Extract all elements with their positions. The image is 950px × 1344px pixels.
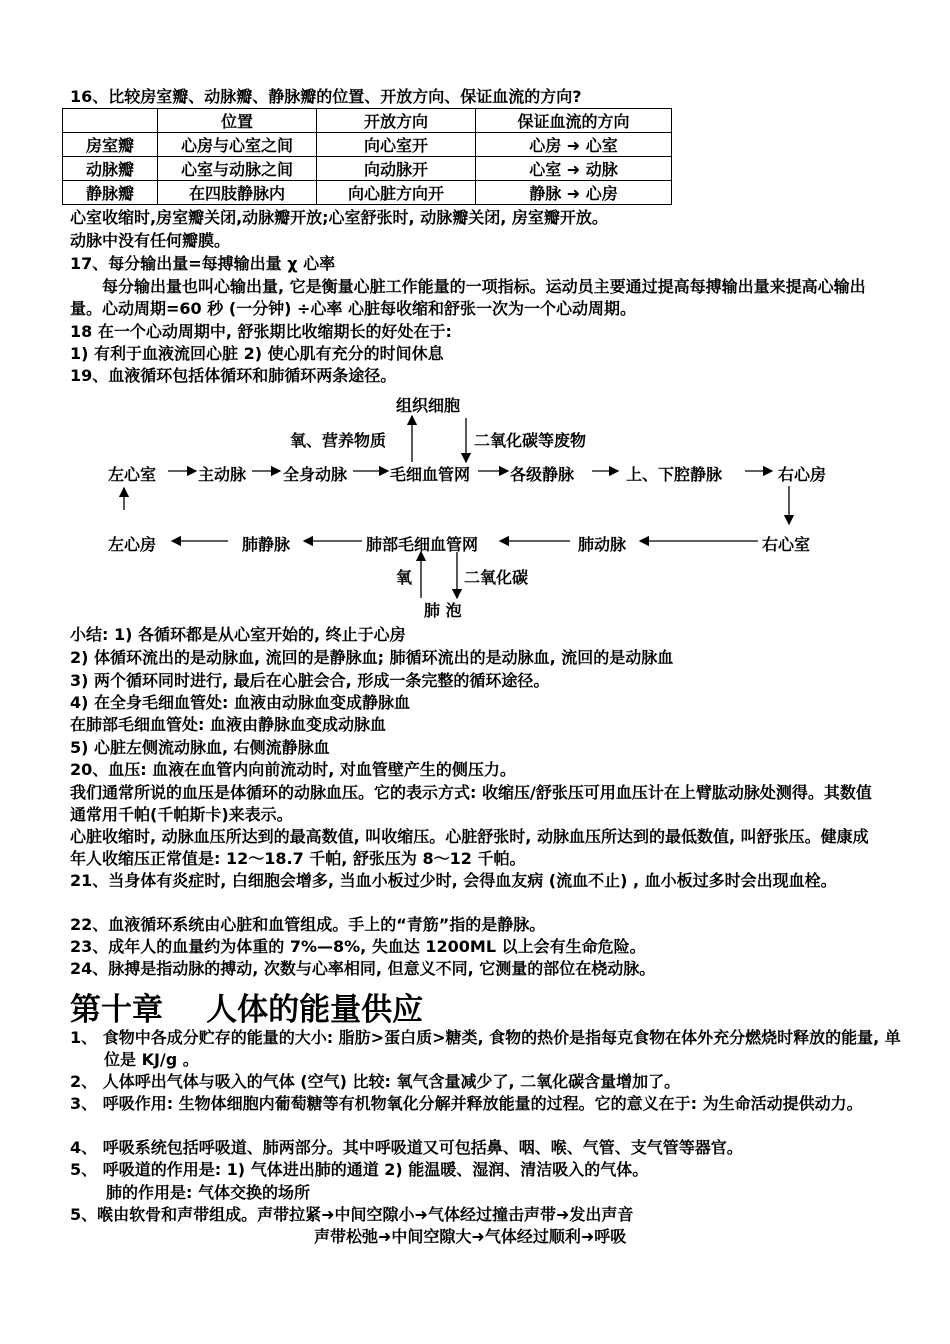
table-cell: 房室瓣 [63,133,158,157]
ch10-item-3: 3、 呼吸作用: 生物体细胞内葡萄糖等有机物氧化分解并释放能量的过程。它的意义在于: 为生命活动提供动力。 [70,1094,863,1113]
q19-title: 19、血液循环包括体循环和肺循环两条途径。 [70,366,397,385]
q16-note2: 动脉中没有任何瓣膜。 [70,231,231,250]
node-left-atrium: 左心房 [108,535,157,554]
q22: 22、血液循环系统由心脏和血管组成。手上的“青筋”指的是静脉。 [70,915,546,934]
q18-title: 18 在一个心动周期中, 舒张期比收缩期长的好处在于: [70,322,452,341]
node-systemic-arteries: 全身动脉 [283,465,348,484]
label-co2: 二氧化碳 [464,568,529,587]
table-cell: 在四肢静脉内 [158,181,317,205]
ch10-item-5c: 5、喉由软骨和声带组成。声带拉紧➜中间空隙小➜气体经过撞击声带➜发出声音 [70,1205,634,1224]
summary-line: 5) 心脏左侧流动脉血, 右侧流静脉血 [70,738,330,757]
table-cell: 静脉瓣 [63,181,158,205]
summary-line: 4) 在全身毛细血管处: 血液由动脉血变成静脉血 [70,693,410,712]
table-cell: 向心室开 [317,133,476,157]
node-veins: 各级静脉 [510,465,575,484]
chapter-title: 第十章 人体的能量供应 [70,992,424,1028]
ch10-item-1: 1、 食物中各成分贮存的能量的大小: 脂肪>蛋白质>糖类, 食物的热价是指每克食物在体外充分燃烧时释放的能量, 单位是 KJ/g 。 [70,1028,901,1069]
table-header: 位置 [158,109,317,133]
ch10-item-5a: 5、 呼吸道的作用是: 1) 气体进出肺的通道 2) 能温暖、湿润、清洁吸入的气体。 [70,1160,649,1179]
label-waste: 二氧化碳等废物 [474,431,587,450]
table-cell: 心室与动脉之间 [158,157,317,181]
q16-note1: 心室收缩时,房室瓣关闭,动脉瓣开放;心室舒张时, 动脉瓣关闭, 房室瓣开放。 [70,208,608,227]
table-cell: 静脉 ➜ 心房 [476,181,672,205]
q20-p2: 心脏收缩时, 动脉血压所达到的最高数值, 叫收缩压。心脏舒张时, 动脉血压所达到的最低数值, 叫舒张压。健康成年人收缩压正常值是: 12～18.7 千帕, 舒张压为 8～12 千帕。 [70,827,869,868]
q20-p1: 我们通常所说的血压是体循环的动脉血压。它的表示方式: 收缩压/舒张压可用血压计在上臂肱动脉处测得。其数值通常用千帕(千帕斯卡)来表示。 [70,783,872,824]
summary-line: 小结: 1) 各循环都是从心室开始的, 终止于心房 [70,625,406,644]
q16-title: 16、比较房室瓣、动脉瓣、静脉瓣的位置、开放方向、保证血流的方向? [70,87,582,106]
node-pulmonary-artery: 肺动脉 [578,535,627,554]
ch10-item-4: 4、 呼吸系统包括呼吸道、肺两部分。其中呼吸道又可包括鼻、咽、喉、气管、支气管等器官。 [70,1138,743,1157]
node-left-ventricle: 左心室 [108,465,157,484]
q20-title: 20、血压: 血液在血管内向前流动时, 对血管壁产生的侧压力。 [70,760,516,779]
table-cell: 向心脏方向开 [317,181,476,205]
ch10-item-5b: 肺的作用是: 气体交换的场所 [106,1183,310,1202]
table-header: 开放方向 [317,109,476,133]
table-cell: 向动脉开 [317,157,476,181]
ch10-item-5d: 声带松弛➜中间空隙大➜气体经过顺利➜呼吸 [314,1227,627,1246]
node-pulmonary-capillaries: 肺部毛细血管网 [366,535,479,554]
q18-item: 1) 有利于血液流回心脏 2) 使心肌有充分的时间休息 [70,344,444,363]
summary-line: 2) 体循环流出的是动脉血, 流回的是静脉血; 肺循环流出的是动脉血, 流回的是动脉血 [70,648,674,667]
label-oxygen: 氧 [396,568,413,587]
q24: 24、脉搏是指动脉的搏动, 次数与心率相同, 但意义不同, 它测量的部位在桡动脉。 [70,959,656,978]
node-aorta: 主动脉 [198,465,247,484]
summary-line: 在肺部毛细血管处: 血液由静脉血变成动脉血 [70,715,386,734]
label-alveoli: 肺 泡 [424,601,462,620]
q17-title: 17、每分输出量=每搏输出量 χ 心率 [70,254,336,273]
node-right-atrium: 右心房 [778,465,827,484]
node-vena-cava: 上、下腔静脉 [626,465,723,484]
label-tissue-cells: 组织细胞 [396,396,461,415]
table-cell: 心房 ➜ 心室 [476,133,672,157]
node-pulmonary-veins: 肺静脉 [242,535,291,554]
q21: 21、当身体有炎症时, 白细胞会增多, 当血小板过少时, 会得血友病 (流血不止) , 血小板过多时会出现血栓。 [70,871,837,890]
ch10-item-2: 2、 人体呼出气体与吸入的气体 (空气) 比较: 氧气含量减少了, 二氧化碳含量增加了。 [70,1072,681,1091]
node-capillaries: 毛细血管网 [390,465,471,484]
q23: 23、成年人的血量约为体重的 7%—8%, 失血达 1200ML 以上会有生命危险。 [70,937,646,956]
table-cell: 心室 ➜ 动脉 [476,157,672,181]
summary-line: 3) 两个循环同时进行, 最后在心脏会合, 形成一条完整的循环途径。 [70,671,550,690]
table-cell: 动脉瓣 [63,157,158,181]
table-header: 保证血流的方向 [476,109,672,133]
node-right-ventricle: 右心室 [762,535,811,554]
label-nutrients: 氧、营养物质 [290,431,387,450]
table-cell: 心房与心室之间 [158,133,317,157]
q17-body: 每分输出量也叫心输出量, 它是衡量心脏工作能量的一项指标。运动员主要通过提高每搏输出量来提高心输出量。心动周期=60 秒 (一分钟) ÷心率 心脏每收缩和舒张一次为一个心动周期。 [70,277,866,318]
